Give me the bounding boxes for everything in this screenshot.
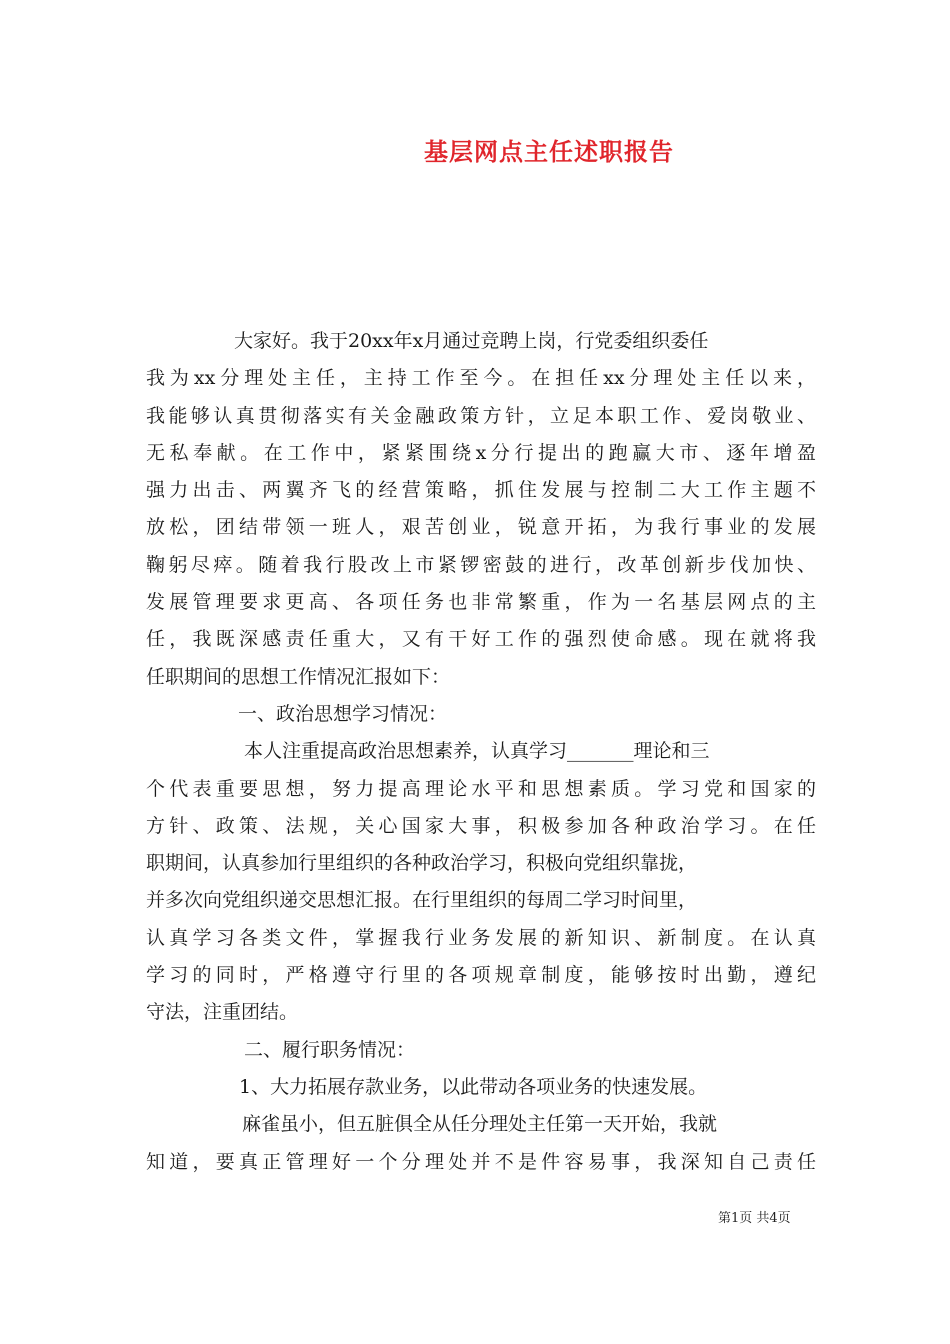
paragraph-line: 个代表重要思想，努力提高理论水平和思想素质。学习党和国家的 [146, 777, 816, 800]
paragraph-line: 学习的同时，严格遵守行里的各项规章制度，能够按时出勤，遵纪 [146, 964, 816, 987]
page-number: 第1页 共4页 [718, 1211, 791, 1226]
section-heading: 二、履行职务情况： [244, 1038, 416, 1061]
document-body [146, 323, 816, 1181]
paragraph-line: 职期间，认真参加行里组织的各种政治学习，积极向党组织靠拢， [146, 852, 698, 875]
section-heading: 一、政治思想学习情况： [238, 702, 448, 725]
paragraph-line: 无私奉献。在工作中，紧紧围绕x分行提出的跑赢大市、逐年增盈 [146, 441, 816, 464]
paragraph-line: 强力出击、两翼齐飞的经营策略，抓住发展与控制二大工作主题不 [146, 479, 816, 502]
paragraph-line: 并多次向党组织递交思想汇报。在行里组织的每周二学习时间里， [146, 889, 698, 912]
paragraph-line: 认真学习各类文件，掌握我行业务发展的新知识、新制度。在认真 [146, 926, 816, 949]
paragraph-line: 方针、政策、法规，关心国家大事，积极参加各种政治学习。在任 [146, 814, 816, 837]
paragraph-line: 任，我既深感责任重大，又有干好工作的强烈使命感。现在就将我 [146, 628, 816, 651]
paragraph-line: 发展管理要求更高、各项任务也非常繁重，作为一名基层网点的主 [146, 591, 816, 614]
paragraph-line: 麻雀虽小，但五脏俱全从任分理处主任第一天开始，我就 [242, 1113, 718, 1136]
paragraph-line: 鞠躬尽瘁。随着我行股改上市紧锣密鼓的进行，改革创新步伐加快、 [146, 553, 816, 576]
paragraph-line: 守法，注重团结。 [146, 1001, 299, 1024]
paragraph-line: 大家好。我于20xx年x月通过竞聘上岗，行党委组织委任 [234, 330, 709, 352]
paragraph-line: 我能够认真贯彻落实有关金融政策方针，立足本职工作、爱岗敬业、 [146, 404, 816, 427]
paragraph-line: 任职期间的思想工作情况汇报如下： [146, 665, 451, 688]
paragraph-line: 知道，要真正管理好一个分理处并不是件容易事，我深知自己责任 [146, 1150, 816, 1173]
paragraph-line: 我为xx分理处主任，主持工作至今。在担任xx分理处主任以来， [146, 367, 816, 390]
document-title: 基层网点主任述职报告 [424, 137, 674, 166]
paragraph-line: 本人注重提高政治思想素养，认真学习_______理论和三 [244, 740, 710, 763]
paragraph-line: 放松，团结带领一班人，艰苦创业，锐意开拓，为我行事业的发展 [146, 516, 816, 539]
subsection-heading: 1、大力拓展存款业务，以此带动各项业务的快速发展。 [239, 1075, 708, 1098]
